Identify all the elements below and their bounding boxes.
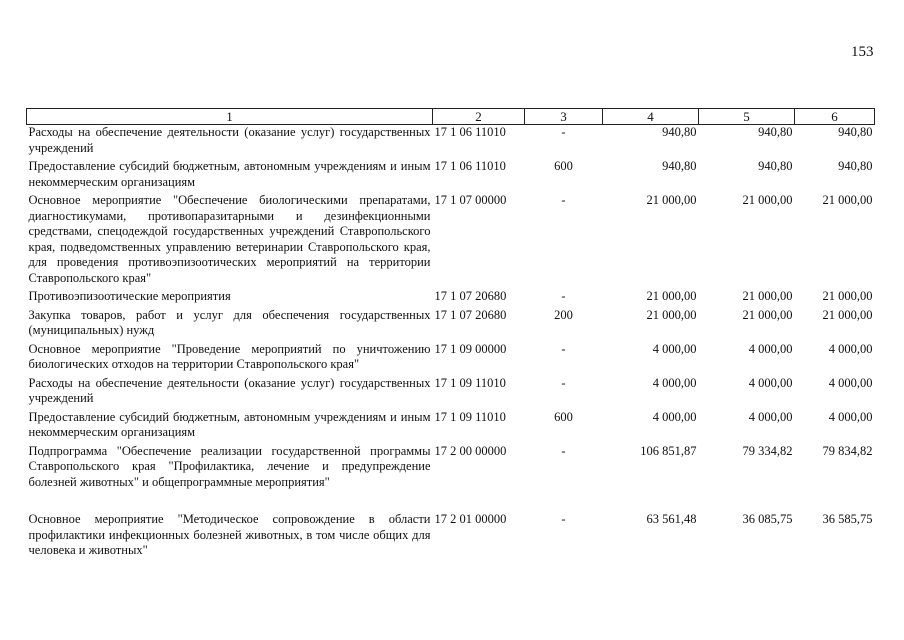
column-header-5: 5 [699,109,795,125]
row-amount-col6: 4 000,00 [828,409,873,424]
row-expense-type: - [561,512,566,526]
row-expense-type: - [561,125,566,139]
row-amount-col6: 21 000,00 [822,307,873,322]
row-expense-type: - [561,443,566,458]
row-description: Расходы на обеспечение деятельности (оказание услуг) государственных учреждений [28,125,431,155]
column-header-3: 3 [525,109,603,125]
row-amount-col6: 36 585,75 [822,512,873,526]
row-description: Основное мероприятие "Обеспечение биологическими препаратами, диагностикумами, противопаразитарными и дезинфекционными средствами, спецодеждой государственных учреждений Ставропольского края, подведомственных управлению ветеринарии Ставропольского края, для проведения противоэпизоотических мероприятий на территории Ставропольского края" [28,193,431,285]
row-amount-col5: 4 000,00 [748,409,793,424]
row-amount-col6: 940,80 [838,159,873,173]
row-amount-col5: 940,80 [758,159,793,173]
row-amount-col6: 79 834,82 [822,443,873,458]
table-header-row [27,109,875,125]
row-amount-col5: 21 000,00 [742,289,793,303]
row-amount-col4: 940,80 [662,125,697,139]
row-description: Основное мероприятие "Методическое сопровождение в области профилактики инфекционных болезней животных, в том числе общих для человека и животных" [28,512,431,557]
row-amount-col5: 940,80 [758,125,793,139]
row-amount-col6: 4 000,00 [828,341,873,356]
row-amount-col5: 21 000,00 [742,307,793,322]
row-description: Основное мероприятие "Проведение мероприятий по уничтожению биологических отходов на территории Ставропольского края" [28,341,431,371]
row-amount-col4: 106 851,87 [640,443,697,458]
row-expense-type: - [561,341,566,356]
row-target-code: 17 1 09 11010 [434,375,506,390]
page-number: 153 [851,44,874,60]
table-row [27,342,875,376]
row-description: Расходы на обеспечение деятельности (оказание услуг) государственных учреждений [28,375,431,405]
row-expense-type: 200 [554,307,573,322]
row-amount-col4: 4 000,00 [652,341,697,356]
row-target-code: 17 1 06 11010 [434,125,506,139]
table-row [27,376,875,410]
row-amount-col4: 21 000,00 [646,307,697,322]
table-row [27,410,875,444]
row-target-code: 17 1 09 00000 [434,341,507,356]
row-description: Закупка товаров, работ и услуг для обеспечения государственных (муниципальных) нужд [28,307,431,337]
row-amount-col5: 4 000,00 [748,341,793,356]
row-description: Противоэпизоотические мероприятия [28,289,231,303]
row-target-code: 17 2 01 00000 [434,512,507,526]
row-target-code: 17 1 07 20680 [434,289,507,303]
row-amount-col5: 21 000,00 [742,193,793,207]
row-expense-type: 600 [554,409,573,424]
row-description: Предоставление субсидий бюджетным, автономным учреждениям и иным некоммерческим организациям [28,409,431,439]
column-header-2: 2 [433,109,525,125]
table-row [27,444,875,494]
row-target-code: 17 1 09 11010 [434,409,506,424]
row-target-code: 17 1 07 00000 [434,193,507,207]
row-amount-col6: 21 000,00 [822,289,873,303]
table-row [27,193,875,289]
row-expense-type: - [561,375,566,390]
row-target-code: 17 1 06 11010 [434,159,506,173]
table-row [27,125,875,160]
table-row [27,308,875,342]
row-amount-col5: 36 085,75 [742,512,793,526]
column-header-4: 4 [603,109,699,125]
column-header-1: 1 [27,109,433,125]
row-expense-type: 600 [554,159,573,173]
table-row [27,289,875,308]
row-amount-col4: 4 000,00 [652,409,697,424]
row-target-code: 17 2 00 00000 [434,443,507,458]
row-amount-col6: 21 000,00 [822,193,873,207]
row-amount-col4: 21 000,00 [646,193,697,207]
row-target-code: 17 1 07 20680 [434,307,507,322]
table-body [27,125,875,562]
row-expense-type: - [561,289,566,303]
budget-table [26,108,875,562]
row-amount-col4: 4 000,00 [652,375,697,390]
row-amount-col5: 4 000,00 [748,375,793,390]
row-amount-col4: 63 561,48 [646,512,697,526]
row-amount-col5: 79 334,82 [742,443,793,458]
row-amount-col6: 4 000,00 [828,375,873,390]
row-amount-col6: 940,80 [838,125,873,139]
column-header-6: 6 [795,109,875,125]
table-row [27,493,875,562]
table-row [27,159,875,193]
row-amount-col4: 940,80 [662,159,697,173]
row-amount-col4: 21 000,00 [646,289,697,303]
row-description: Подпрограмма "Обеспечение реализации государственной программы Ставропольского края "Профилактика, лечение и предупреждение болезней животных" и общепрограммные мероприятия" [28,443,431,489]
row-description: Предоставление субсидий бюджетным, автономным учреждениям и иным некоммерческим организациям [28,159,431,189]
row-expense-type: - [561,193,566,207]
